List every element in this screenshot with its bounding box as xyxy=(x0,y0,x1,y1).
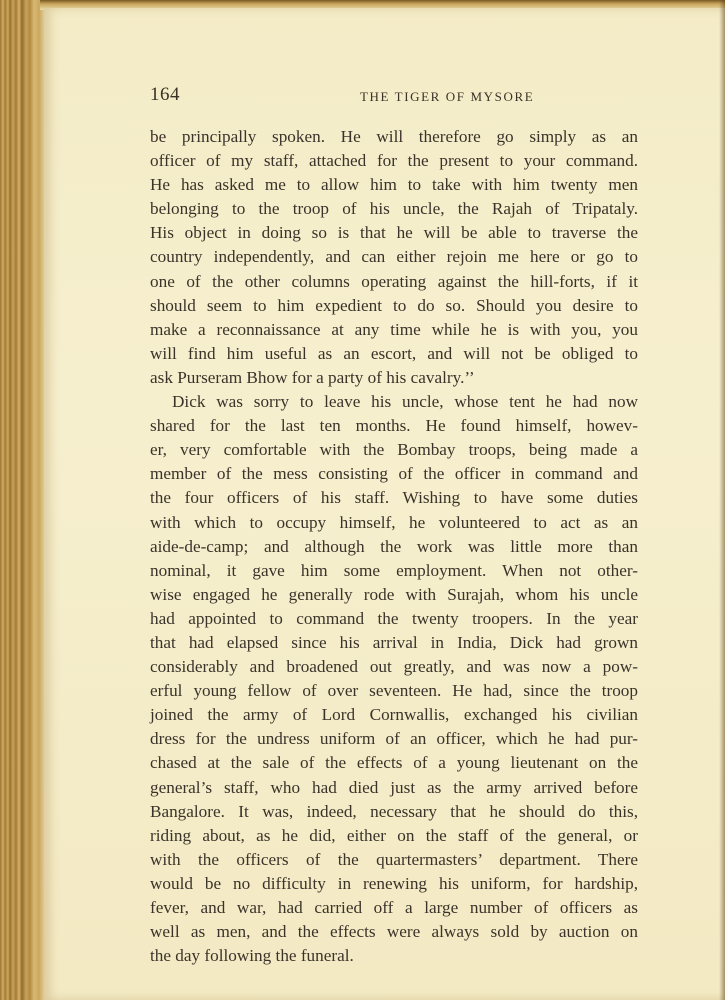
text-line: chased at the sale of the effects of a young lieutenant on the xyxy=(150,753,638,773)
text-line: had appointed to command the twenty troopers. In the year xyxy=(150,608,638,628)
text-line: shared for the last ten months. He found himself, howev- xyxy=(150,416,638,436)
text-line: one of the other columns operating against the hill-forts, if it xyxy=(150,271,638,291)
text-line: will find him useful as an escort, and will not be obliged to xyxy=(150,343,638,363)
text-line: nominal, it gave him some employment. When not other- xyxy=(150,560,638,580)
text-line: wise engaged he generally rode with Surajah, whom his uncle xyxy=(150,584,638,604)
book-page-edges xyxy=(0,0,46,1000)
text-line: that had elapsed since his arrival in India, Dick had grown xyxy=(150,632,638,652)
text-line: er, very comfortable with the Bombay troops, being made a xyxy=(150,440,638,460)
text-line: riding about, as he did, either on the staff of the general, or xyxy=(150,825,638,845)
text-line: the day following the funeral. xyxy=(150,946,354,966)
text-line: considerably and broadened out greatly, and was now a pow- xyxy=(150,657,638,677)
text-line: fever, and war, had carried off a large number of officers as xyxy=(150,898,638,917)
text-line: with the officers of the quartermasters’ department. There xyxy=(150,849,638,869)
text-line: joined the army of Lord Cornwallis, exchanged his civilian xyxy=(150,705,638,725)
text-line: would be no difficulty in renewing his uniform, for hardship, xyxy=(150,873,638,893)
text-line: belonging to the troop of his uncle, the Rajah of Tripataly. xyxy=(150,199,638,219)
page-number: 164 xyxy=(150,84,180,105)
text-line: aide-de-camp; and although the work was little more than xyxy=(150,536,638,556)
body-text xyxy=(150,125,638,968)
text-line: should seem to him expedient to do so. Should you desire to xyxy=(150,295,638,315)
text-line: well as men, and the effects were always sold by auction on xyxy=(150,922,638,942)
page-header xyxy=(104,84,644,114)
text-line: Bangalore. It was, indeed, necessary that he should do this, xyxy=(150,801,638,821)
text-line: country independently, and can either rejoin me here or go to xyxy=(150,247,638,267)
text-line: His object in doing so is that he will be able to traverse the xyxy=(150,223,638,243)
running-title: THE TIGER OF MYSORE xyxy=(360,89,535,104)
text-line: the four officers of his staff. Wishing to have some duties xyxy=(150,488,638,508)
text-line: Dick was sorry to leave his uncle, whose tent he had now xyxy=(172,392,638,412)
right-shadow xyxy=(719,0,725,1000)
text-line: dress for the undress uniform of an officer, which he had pur- xyxy=(150,729,638,749)
text-line: officer of my staff, attached for the present to your command. xyxy=(150,151,638,171)
text-line: make a reconnaissance at any time while he is with you, you xyxy=(150,319,638,339)
text-line: with which to occupy himself, he volunteered to act as an xyxy=(150,512,638,532)
text-line: ask Purseram Bhow for a party of his cavalry.’’ xyxy=(150,367,475,387)
text-line: general’s staff, who had died just as the army arrived before xyxy=(150,777,638,797)
text-line: He has asked me to allow him to take with him twenty men xyxy=(150,175,638,195)
text-line: be principally spoken. He will therefore go simply as an xyxy=(150,127,638,146)
text-line: erful young fellow of over seventeen. He had, since the troop xyxy=(150,681,638,701)
text-line: member of the mess consisting of the officer in command and xyxy=(150,464,638,484)
